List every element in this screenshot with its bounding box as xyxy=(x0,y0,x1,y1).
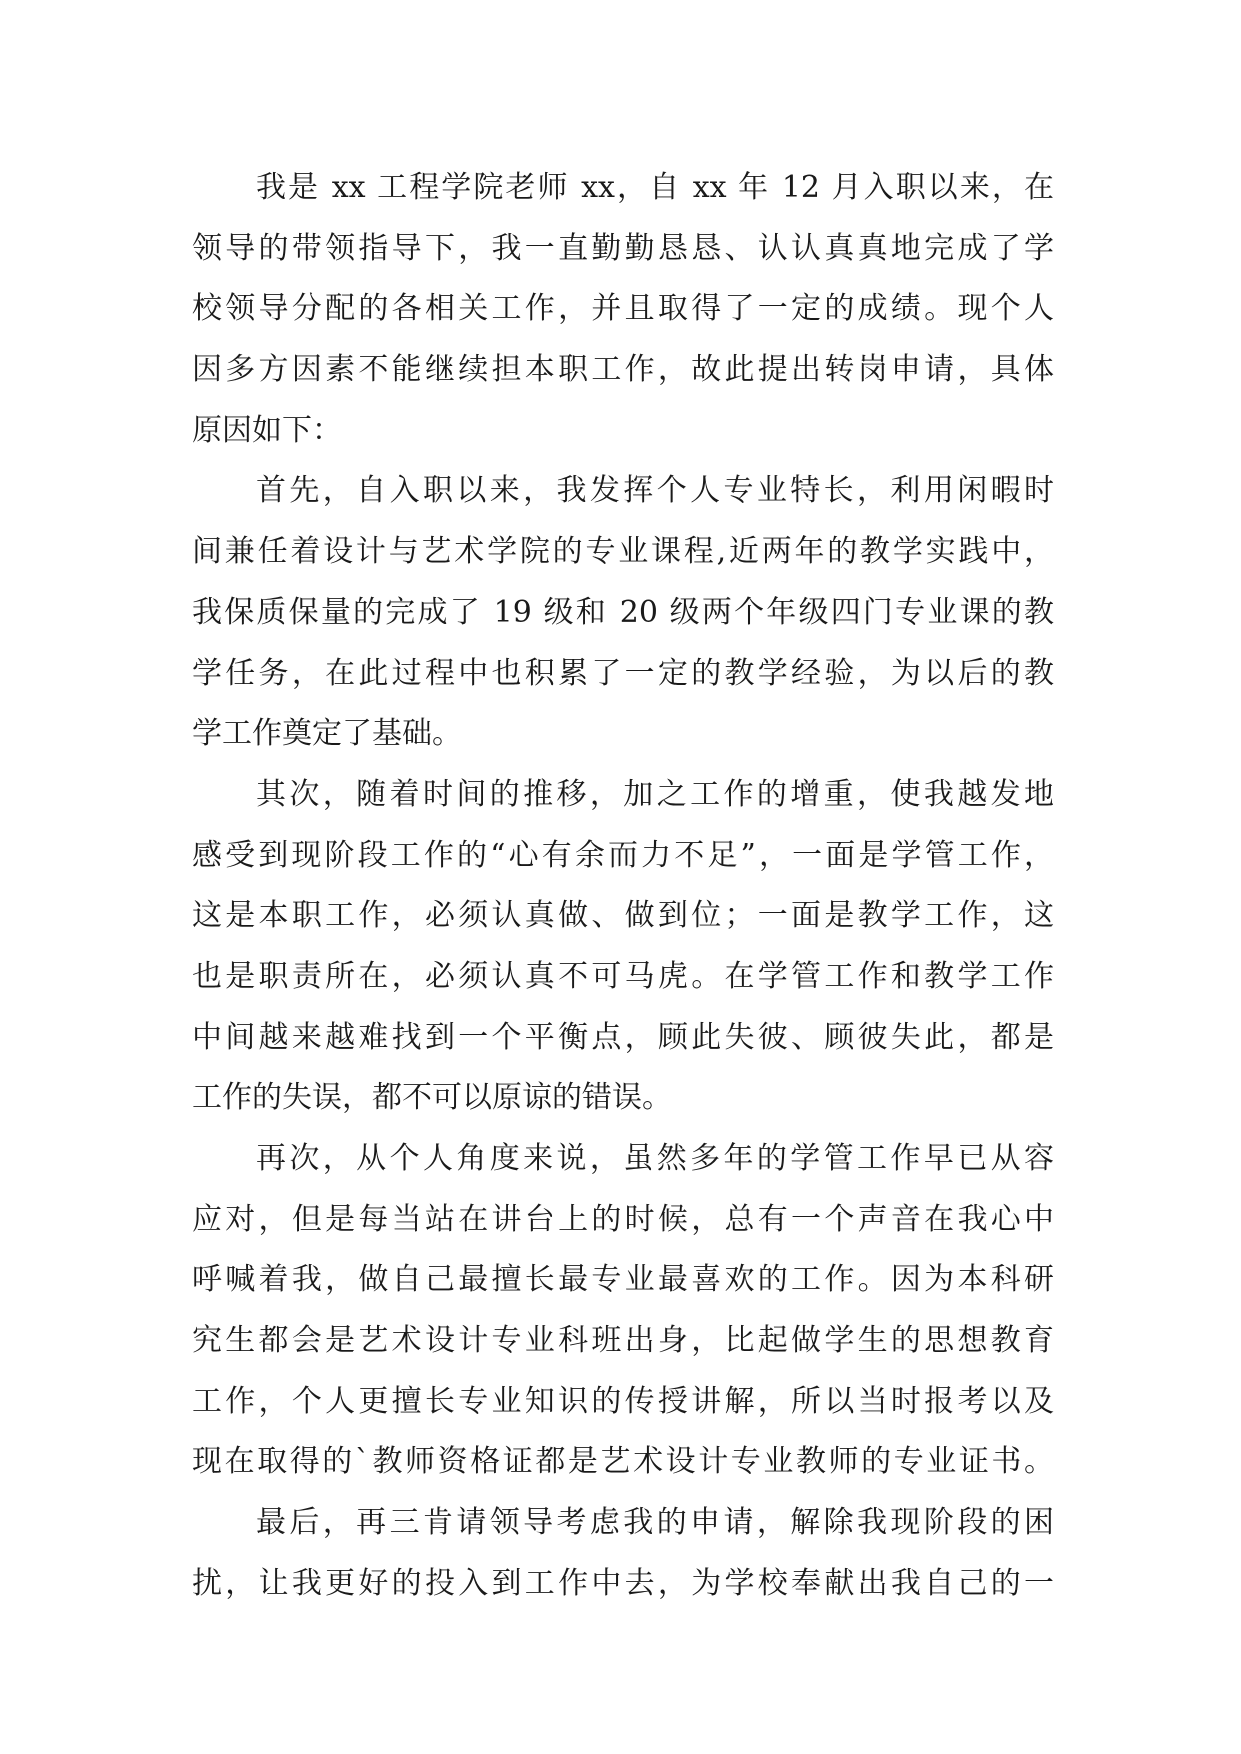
text-line: 这是本职工作，必须认真做、做到位；一面是教学工作，这 xyxy=(192,898,1054,934)
paragraph-first-line: 其次，随着时间的推移，加之工作的增重，使我越发地 xyxy=(256,776,1054,812)
text-line: 呼喊着我，做自己最擅长最专业最喜欢的工作。因为本科研 xyxy=(192,1262,1054,1298)
text-line: 因多方因素不能继续担本职工作，故此提出转岗申请，具体 xyxy=(192,352,1054,388)
text-line: 学工作奠定了基础。 xyxy=(192,716,462,752)
text-line: 领导的带领指导下，我一直勤勤恳恳、认认真真地完成了学 xyxy=(192,230,1054,266)
text-line: 工作的失误，都不可以原谅的错误。 xyxy=(192,1080,672,1116)
text-line: 现在取得的`教师资格证都是艺术设计专业教师的专业证书。 xyxy=(192,1444,1054,1480)
text-line: 应对，但是每当站在讲台上的时候，总有一个声音在我心中 xyxy=(192,1201,1054,1237)
text-line: 究生都会是艺术设计专业科班出身，比起做学生的思想教育 xyxy=(192,1323,1054,1359)
body-text xyxy=(192,158,1054,1615)
text-line: 工作，个人更擅长专业知识的传授讲解，所以当时报考以及 xyxy=(192,1383,1054,1419)
paragraph-first-line: 再次，从个人角度来说，虽然多年的学管工作早已从容 xyxy=(256,1141,1054,1176)
paragraph-first-line: 首先，自入职以来，我发挥个人专业特长，利用闲暇时 xyxy=(256,473,1054,509)
text-line: 学任务，在此过程中也积累了一定的教学经验，为以后的教 xyxy=(192,655,1054,691)
text-line: 校领导分配的各相关工作，并且取得了一定的成绩。现个人 xyxy=(192,291,1054,327)
text-line: 原因如下： xyxy=(192,412,342,448)
text-line: 我保质保量的完成了 19 级和 20 级两个年级四门专业课的教 xyxy=(192,594,1054,630)
paragraph-first-line: 我是 xx 工程学院老师 xx，自 xx 年 12 月入职以来，在 xyxy=(256,170,1054,205)
text-line: 也是职责所在，必须认真不可马虎。在学管工作和教学工作 xyxy=(192,958,1054,994)
text-line: 中间越来越难找到一个平衡点，顾此失彼、顾彼失此，都是 xyxy=(192,1019,1054,1055)
paragraph-first-line: 最后，再三肯请领导考虑我的申请，解除我现阶段的困 xyxy=(256,1505,1054,1541)
text-line: 感受到现阶段工作的“心有余而力不足”，一面是学管工作， xyxy=(192,837,1054,873)
text-line: 扰，让我更好的投入到工作中去，为学校奉献出我自己的一 xyxy=(192,1565,1054,1601)
text-line: 间兼任着设计与艺术学院的专业课程,近两年的教学实践中， xyxy=(192,534,1054,570)
